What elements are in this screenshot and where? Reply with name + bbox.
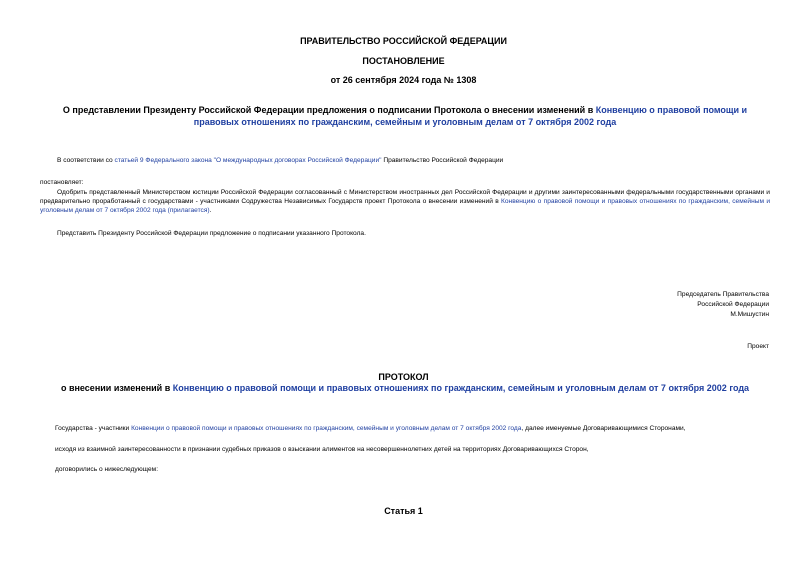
signature-country: Российской Федерации [697,301,769,308]
present-paragraph: Представить Президенту Российской Федерации предложение о подписании указанного Протокола. [57,230,366,237]
parties-prefix: Государства - участники [55,425,132,432]
signature-name: М.Мишустин [730,311,769,318]
signature-block [677,290,769,320]
protocol-paragraph-parties [55,424,775,433]
draft-label: Проект [747,343,769,350]
parties-convention-link[interactable]: Конвенции о правовой помощи и правовых отношениях по гражданским, семейным и уголовным делам от 7 октября 2002 года [131,425,522,432]
approve-text: Одобрить представленный Министерством юстиции Российской Федерации согласованный с Министерством иностранных дел Российской Федерации и другими заинтересованными федеральными государственными органами и предварительно проработанный с государствами - участниками Содружества Независимых Государств проект Протокола о внесении изменений в [40,189,770,205]
article-1-heading: Статья 1 [384,506,423,516]
approve-paragraph [40,188,770,215]
protocol-paragraph-interest: исходя из взаимной заинтересованности в признании судебных приказов о взыскании алиментов на несовершеннолетних детей на территориях Договаривающихся Сторон, [55,446,589,453]
protocol-paragraph-agreed: договорились о нижеследующем: [55,466,159,473]
document-date-number: от 26 сентября 2024 года № 1308 [330,75,477,85]
government-name: ПРАВИТЕЛЬСТВО РОССИЙСКОЙ ФЕДЕРАЦИИ [300,36,507,46]
document-type: ПОСТАНОВЛЕНИЕ [362,56,445,66]
protocol-subtitle [40,383,770,393]
legal-basis-suffix: Правительство Российской Федерации [381,157,504,164]
protocol-draft-link[interactable]: Конвенцию о правовой помощи и правовых отношениях по гражданским, семейным и уголовным делам от 7 октября 2002 года (прилагается) [40,198,771,214]
decree-title-text: О представлении Президенту Российской Федерации предложения о подписании Протокола о внесении изменений в [62,105,596,115]
parties-suffix: , далее именуемые Договаривающимися Сторонами, [521,425,686,432]
legal-basis-paragraph [57,156,757,165]
protocol-convention-link[interactable]: Конвенцию о правовой помощи и правовых отношениях по гражданским, семейным и уголовным делам от 7 октября 2002 года [172,383,750,393]
legal-basis-prefix: В соответствии со [57,157,115,164]
convention-link[interactable]: Конвенцию о правовой помощи и правовых отношениях по гражданским, семейным и уголовным делам от 7 октября 2002 года [193,105,748,127]
decree-title [40,104,770,128]
signature-position: Председатель Правительства [677,291,769,298]
approve-end: . [209,207,212,214]
federal-law-link[interactable]: статьей 9 Федерального закона "О международных договорах Российской Федерации" [114,157,382,164]
protocol-subtitle-text: о внесении изменений в [60,383,173,393]
protocol-title: ПРОТОКОЛ [378,372,429,382]
resolves-label: постановляет: [40,179,84,186]
